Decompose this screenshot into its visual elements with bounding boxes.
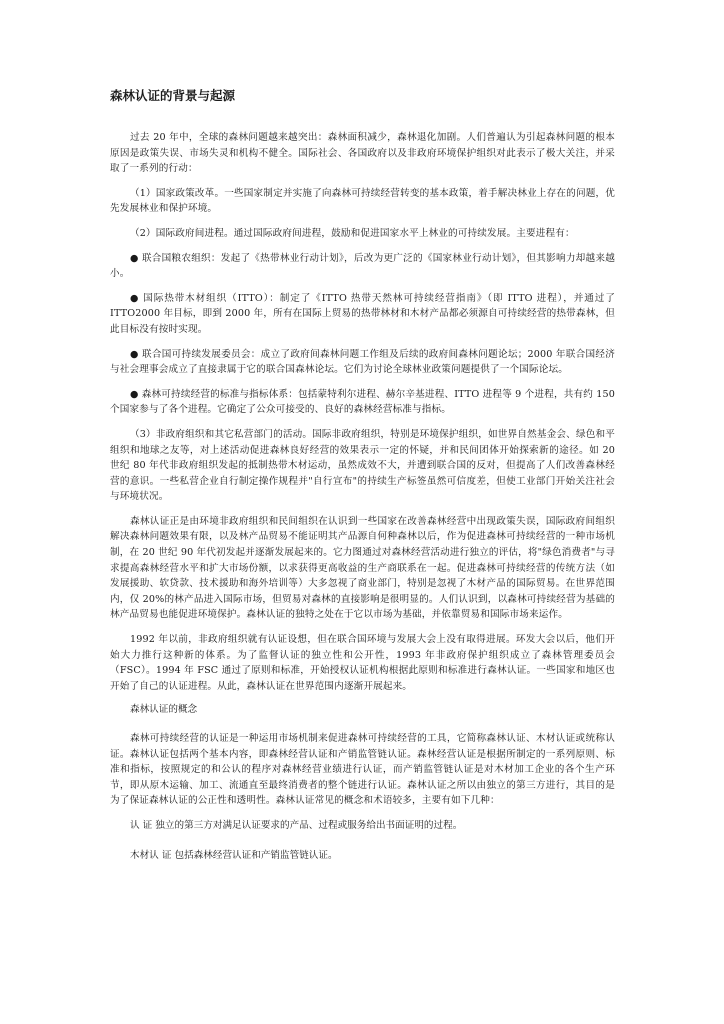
paragraph-ngo-activities: （3）非政府组织和其它私营部门的活动。国际非政府组织，特别是环境保护组织，如世界自然基金会、绿色和平组织和地球之友等，对上述活动促进森林良好经营的效果表示一定的怀疑，并和民间团体开始探索新的途径。如 20 世纪 80 年代非政府组织发起的抵制热带木材运动，虽然成效不大，并遭到联合国的反对，但提高了人们改善森林经营的意识。一些私营企业自行制定操作规程并"自行宣布"的持续生产标签虽然可信度差，但使工业部门开始关注社会与环境状况。 bbox=[110, 428, 615, 503]
document-page bbox=[110, 88, 615, 877]
paragraph-fsc-history: 1992 年以前，非政府组织就有认证设想，但在联合国环境与发展大会上没有取得进展。环发大会以后，他们开始大力推行这种新的体系。为了监督认证的独立性和公开性，1993 年非政府保护组织成立了森林管理委员会（FSC）。1994 年 FSC 通过了原则和标准，开始授权认证机构根据此原则和标准进行森林认证。一些国家和地区也开始了自己的认证进程。从此，森林认证在世界范围内逐渐开展起来。 bbox=[110, 634, 615, 692]
bullet-fao: ● 联合国粮农组织：发起了《热带林业行动计划》，后改为更广泛的《国家林业行动计划》，但其影响力却越来越小。 bbox=[110, 252, 615, 280]
paragraph-intergovernmental: （2）国际政府间进程。通过国际政府间进程，鼓励和促进国家水平上林业的可持续发展。主要进程有： bbox=[130, 227, 575, 239]
paragraph-certification-origin: 森林认证正是由环境非政府组织和民间组织在认识到一些国家在改善森林经营中出现政策失误，国际政府间组织解决森林问题效果有限，以及林产品贸易不能证明其产品源自何种森林以后，作为促进森林可持续经营的一种市场机制，在 20 世纪 90 年代初发起并逐渐发展起来的。它力图通过对森林经营活动进行独立的评估，将"绿色消费者"与寻求提高森林经营水平和扩大市场份额，以求获得更高收益的生产商联系在一起。促进森林可持续经营的传统方法（如发展援助、软贷款、技术援助和海外培训等）大多忽视了商业部门，特别是忽视了木材产品的国际贸易。在世界范围内，仅 20%的林产品进入国际市场，但贸易对森林的直接影响是很明显的。人们认识到，以森林可持续经营为基础的林产品贸易也能促进环境保护。森林认证的独特之处在于它以市场为基础，并依靠贸易和国际市场来运作。 bbox=[110, 515, 615, 621]
paragraph-intro: 过去 20 年中，全球的森林问题越来越突出：森林面积减少，森林退化加剧。人们普遍认为引起森林问题的根本原因是政策失误、市场失灵和机构不健全。国际社会、各国政府以及非政府环境保护组织对此表示了极大关注，并采取了一系列的行动： bbox=[110, 132, 615, 175]
bullet-itto: ● 国际热带木材组织（ITTO）：制定了《ITTO 热带天然林可持续经营指南》（即 ITTO 进程），并通过了 ITTO2000 年目标，即到 2000 年，所有在国际上贸易的热带林材和木材产品都必须源自可持续经营的热带森林，但此目标没有按时实现。 bbox=[110, 292, 615, 335]
definition-certification: 认 证 独立的第三方对满足认证要求的产品、过程或服务给出书面证明的过程。 bbox=[130, 819, 463, 831]
section-heading-concept: 森林认证的概念 bbox=[130, 704, 198, 716]
definition-timber-certification: 木材认 证 包括森林经营认证和产销监管链认证。 bbox=[130, 849, 338, 861]
paragraph-concept: 森林可持续经营的认证是一种运用市场机制来促进森林可持续经营的工具，它简称森林认证、木材认证或统称认证。森林认证包括两个基本内容，即森林经营认证和产销监管链认证。森林经营认证是根据所制定的一系列原则、标准和指标，按照规定的和公认的程序对森林经营业绩进行认证，而产销监管链认证是对木材加工企业的各个生产环节，即从原木运输、加工、流通直至最终消费者的整个链进行认证。森林认证之所以由独立的第三方进行，其目的是为了保证森林认证的公正性和透明性。森林认证常见的概念和术语较多，主要有如下几种： bbox=[110, 733, 615, 807]
paragraph-policy-reform: （1）国家政策改革。一些国家制定并实施了向森林可持续经营转变的基本政策，着手解决林业上存在的问题，优先发展林业和保护环境。 bbox=[110, 187, 615, 215]
bullet-csd: ● 联合国可持续发展委员会：成立了政府间森林问题工作组及后续的政府间森林问题论坛；2000 年联合国经济与社会理事会成立了直接隶属于它的联合国森林论坛。它们为讨论全球林业政策问题提供了一个国际论坛。 bbox=[110, 348, 615, 376]
bullet-criteria-indicators: ● 森林可持续经营的标准与指标体系：包括蒙特利尔进程、赫尔辛基进程、ITTO 进程等 9 个进程，共有约 150 个国家参与了各个进程。它确定了公众可接受的、良好的森林经营标准与指标。 bbox=[110, 388, 615, 416]
document-title: 森林认证的背景与起源 bbox=[110, 88, 236, 103]
